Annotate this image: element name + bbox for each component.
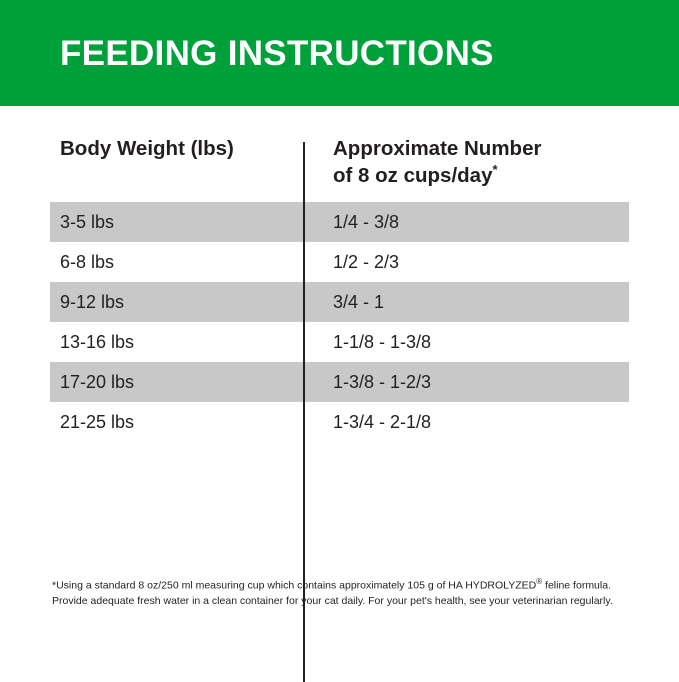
table-row	[50, 242, 629, 282]
cell-body-weight: 13-16 lbs	[60, 332, 135, 353]
registered-mark: ®	[536, 577, 543, 587]
cell-cups-per-day: 1-3/4 - 2-1/8	[333, 412, 432, 433]
page-title: FEEDING INSTRUCTIONS	[60, 33, 494, 73]
cell-cups-per-day: 3/4 - 1	[333, 292, 385, 313]
column-header-cups-per-day	[293, 136, 629, 188]
header-band	[0, 0, 679, 106]
column-header-cups-line1: Approximate Number	[333, 137, 542, 160]
cell-body-weight: 21-25 lbs	[60, 412, 135, 433]
table-row	[50, 282, 629, 322]
table-row	[50, 402, 629, 442]
feeding-table	[0, 136, 679, 442]
cell-cups-per-day: 1/2 - 2/3	[333, 252, 400, 273]
column-header-body-weight: Body Weight (lbs)	[60, 137, 234, 160]
table-row	[50, 202, 629, 242]
footnote-line1-part2: feline formula.	[542, 579, 611, 592]
table-row	[50, 322, 629, 362]
footnote-line2: Provide adequate fresh water in a clean container for your cat daily. For your pet's health, see your veterinarian regularly.	[52, 594, 613, 607]
cell-body-weight: 3-5 lbs	[60, 212, 115, 233]
table-row	[50, 362, 629, 402]
cell-cups-per-day: 1-3/8 - 1-2/3	[333, 372, 432, 393]
cell-cups-per-day: 1/4 - 3/8	[333, 212, 400, 233]
table-header-row	[50, 136, 629, 202]
cell-body-weight: 9-12 lbs	[60, 292, 125, 313]
footnote-marker: *	[492, 161, 498, 177]
footnote-line1-part1: *Using a standard 8 oz/250 ml measuring cup which contains approximately 105 g of HA HYDROLYZED	[52, 579, 537, 592]
column-header-cups-line2: of 8 oz cups/day	[333, 163, 493, 187]
footnote	[52, 576, 639, 609]
cell-body-weight: 6-8 lbs	[60, 252, 115, 273]
cell-cups-per-day: 1-1/8 - 1-3/8	[333, 332, 432, 353]
cell-body-weight: 17-20 lbs	[60, 372, 135, 393]
